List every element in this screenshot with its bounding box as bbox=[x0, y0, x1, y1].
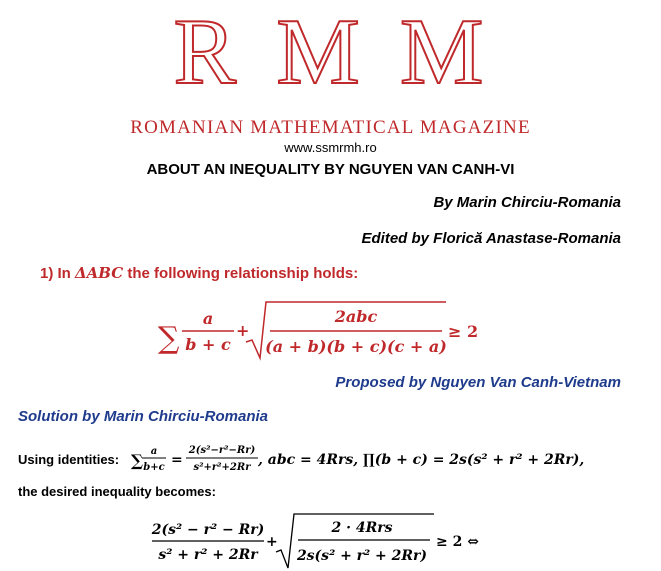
f2-sqrt-numerator: 2 · 4Rrs bbox=[331, 520, 393, 536]
website-link[interactable]: www.ssmrmh.ro bbox=[284, 140, 377, 155]
f2-plus-sign: + bbox=[266, 534, 278, 550]
identity-rest: , abc = 4Rrs, ∏(b + c) = 2s(s² + r² + 2Rr), bbox=[258, 452, 585, 468]
identity-equals: = bbox=[171, 452, 183, 468]
sqrt-numerator: 2abc bbox=[334, 307, 378, 326]
logo-letter-m1: M bbox=[276, 0, 364, 104]
sqrt-denominator: (a + b)(b + c)(c + a) bbox=[265, 337, 447, 356]
reduced-inequality bbox=[150, 512, 510, 570]
problem-triangle: ΔABC bbox=[75, 264, 124, 282]
plus-sign: + bbox=[236, 321, 250, 340]
problem-in: In bbox=[57, 265, 71, 282]
desired-label: the desired inequality becomes: bbox=[18, 484, 216, 499]
proposed-by: Proposed by Nguyen Van Canh-Vietnam bbox=[335, 374, 621, 391]
problem-statement bbox=[40, 264, 358, 282]
frac-denominator: b + c bbox=[185, 335, 231, 354]
author-line: By Marin Chirciu-Romania bbox=[433, 194, 621, 211]
logo-letter-m2: M bbox=[399, 0, 488, 104]
sum-symbol: ∑ bbox=[158, 321, 180, 356]
main-inequality bbox=[144, 300, 524, 362]
relation-geq: ≥ 2 bbox=[448, 322, 479, 341]
identity-sum-symbol: ∑ bbox=[131, 451, 144, 470]
f2-frac-denominator: s² + r² + 2Rr bbox=[158, 547, 258, 563]
using-label: Using identities: bbox=[18, 452, 120, 467]
identity-frac1-num: a bbox=[150, 446, 158, 457]
article-title: ABOUT AN INEQUALITY BY NGUYEN VAN CANH-VI bbox=[146, 161, 515, 178]
problem-number: 1) bbox=[40, 265, 54, 282]
f2-sqrt-denominator: 2s(s² + r² + 2Rr) bbox=[296, 548, 428, 564]
solution-by: Solution by Marin Chirciu-Romania bbox=[18, 408, 269, 425]
f2-relation: ≥ 2 ⇔ bbox=[436, 534, 479, 550]
problem-text: the following relationship holds: bbox=[127, 265, 359, 282]
f2-frac-numerator: 2(s² − r² − Rr) bbox=[151, 522, 265, 538]
rmm-logo bbox=[0, 2, 661, 102]
identity-frac1-den: b+c bbox=[143, 462, 165, 473]
identity-frac2-den: s²+r²+2Rr bbox=[193, 462, 251, 473]
identity-frac2-num: 2(s²−r²−Rr) bbox=[188, 445, 256, 456]
magazine-name: ROMANIAN MATHEMATICAL MAGAZINE bbox=[130, 117, 531, 138]
logo-letter-r: R bbox=[173, 0, 241, 104]
editor-line: Edited by Florică Anastase-Romania bbox=[361, 230, 621, 247]
identities-line bbox=[18, 438, 658, 478]
frac-numerator: a bbox=[202, 309, 214, 328]
